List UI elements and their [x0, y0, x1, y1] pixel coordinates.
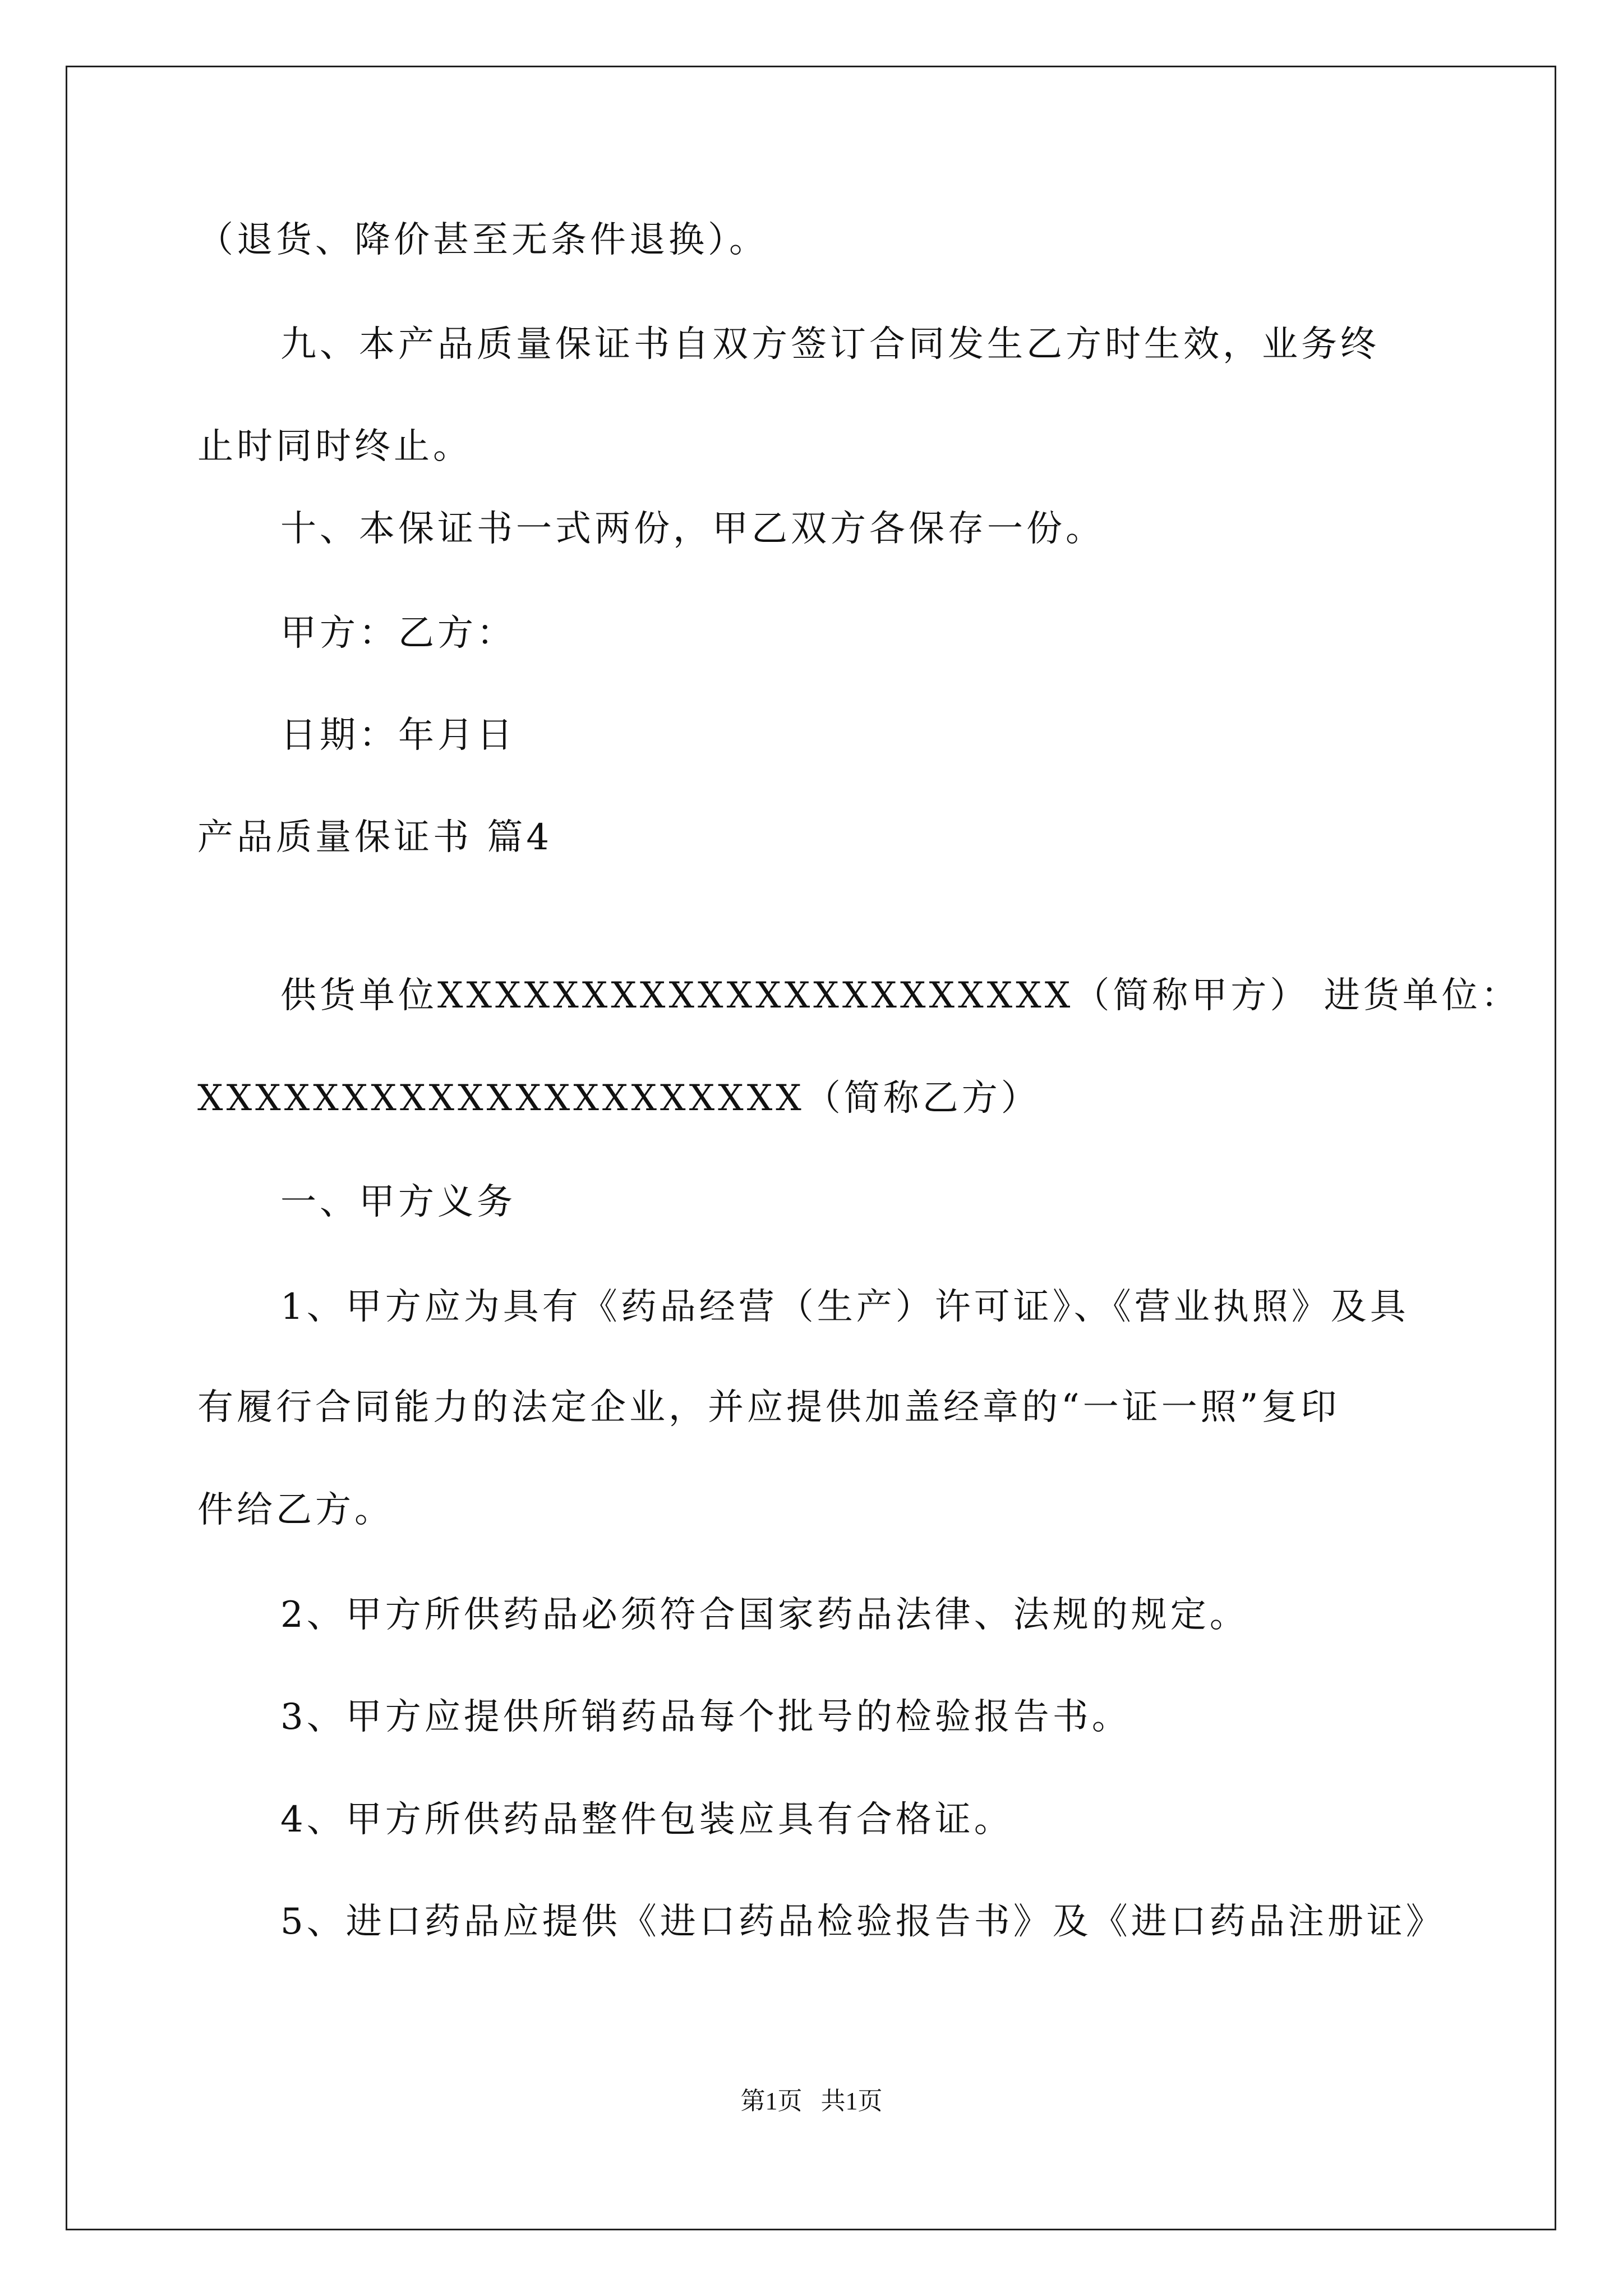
text-line-11: 1、甲方应为具有《药品经营（生产）许可证》、《营业执照》及具: [280, 1286, 1409, 1328]
text-line-2: 九、本产品质量保证书自双方签订合同发生乙方时生效，业务终: [280, 324, 1380, 365]
text-line-17: 5、进口药品应提供《进口药品检验报告书》及《进口药品注册证》: [280, 1901, 1445, 1943]
text-line-1: （退货、降价甚至无条件退换）。: [197, 219, 768, 261]
text-line-14: 2、甲方所供药品必须符合国家药品法律、法规的规定。: [280, 1594, 1249, 1636]
text-line-16: 4、甲方所供药品整件包装应具有合格证。: [280, 1799, 1013, 1841]
page-footer: 第1页 共1页: [740, 2087, 883, 2115]
text-line-3: 止时同时终止。: [197, 426, 472, 467]
text-line-8: 供货单位XXXXXXXXXXXXXXXXXXXXXX（简称甲方） 进货单位：: [280, 975, 1520, 1016]
text-line-4: 十、本保证书一式两份，甲乙双方各保存一份。: [280, 508, 1105, 550]
text-line-10: 一、甲方义务: [280, 1181, 516, 1223]
text-line-6: 日期：年月日: [280, 715, 516, 756]
text-line-12: 有履行合同能力的法定企业，并应提供加盖经章的“一证一照”复印: [197, 1387, 1340, 1428]
text-line-15: 3、甲方应提供所销药品每个批号的检验报告书。: [280, 1696, 1131, 1738]
section-heading: 产品质量保证书 篇4: [197, 817, 553, 858]
text-line-13: 件给乙方。: [197, 1489, 394, 1531]
text-line-5: 甲方：乙方：: [280, 613, 516, 654]
text-line-9: XXXXXXXXXXXXXXXXXXXXX（简称乙方）: [197, 1078, 1040, 1119]
